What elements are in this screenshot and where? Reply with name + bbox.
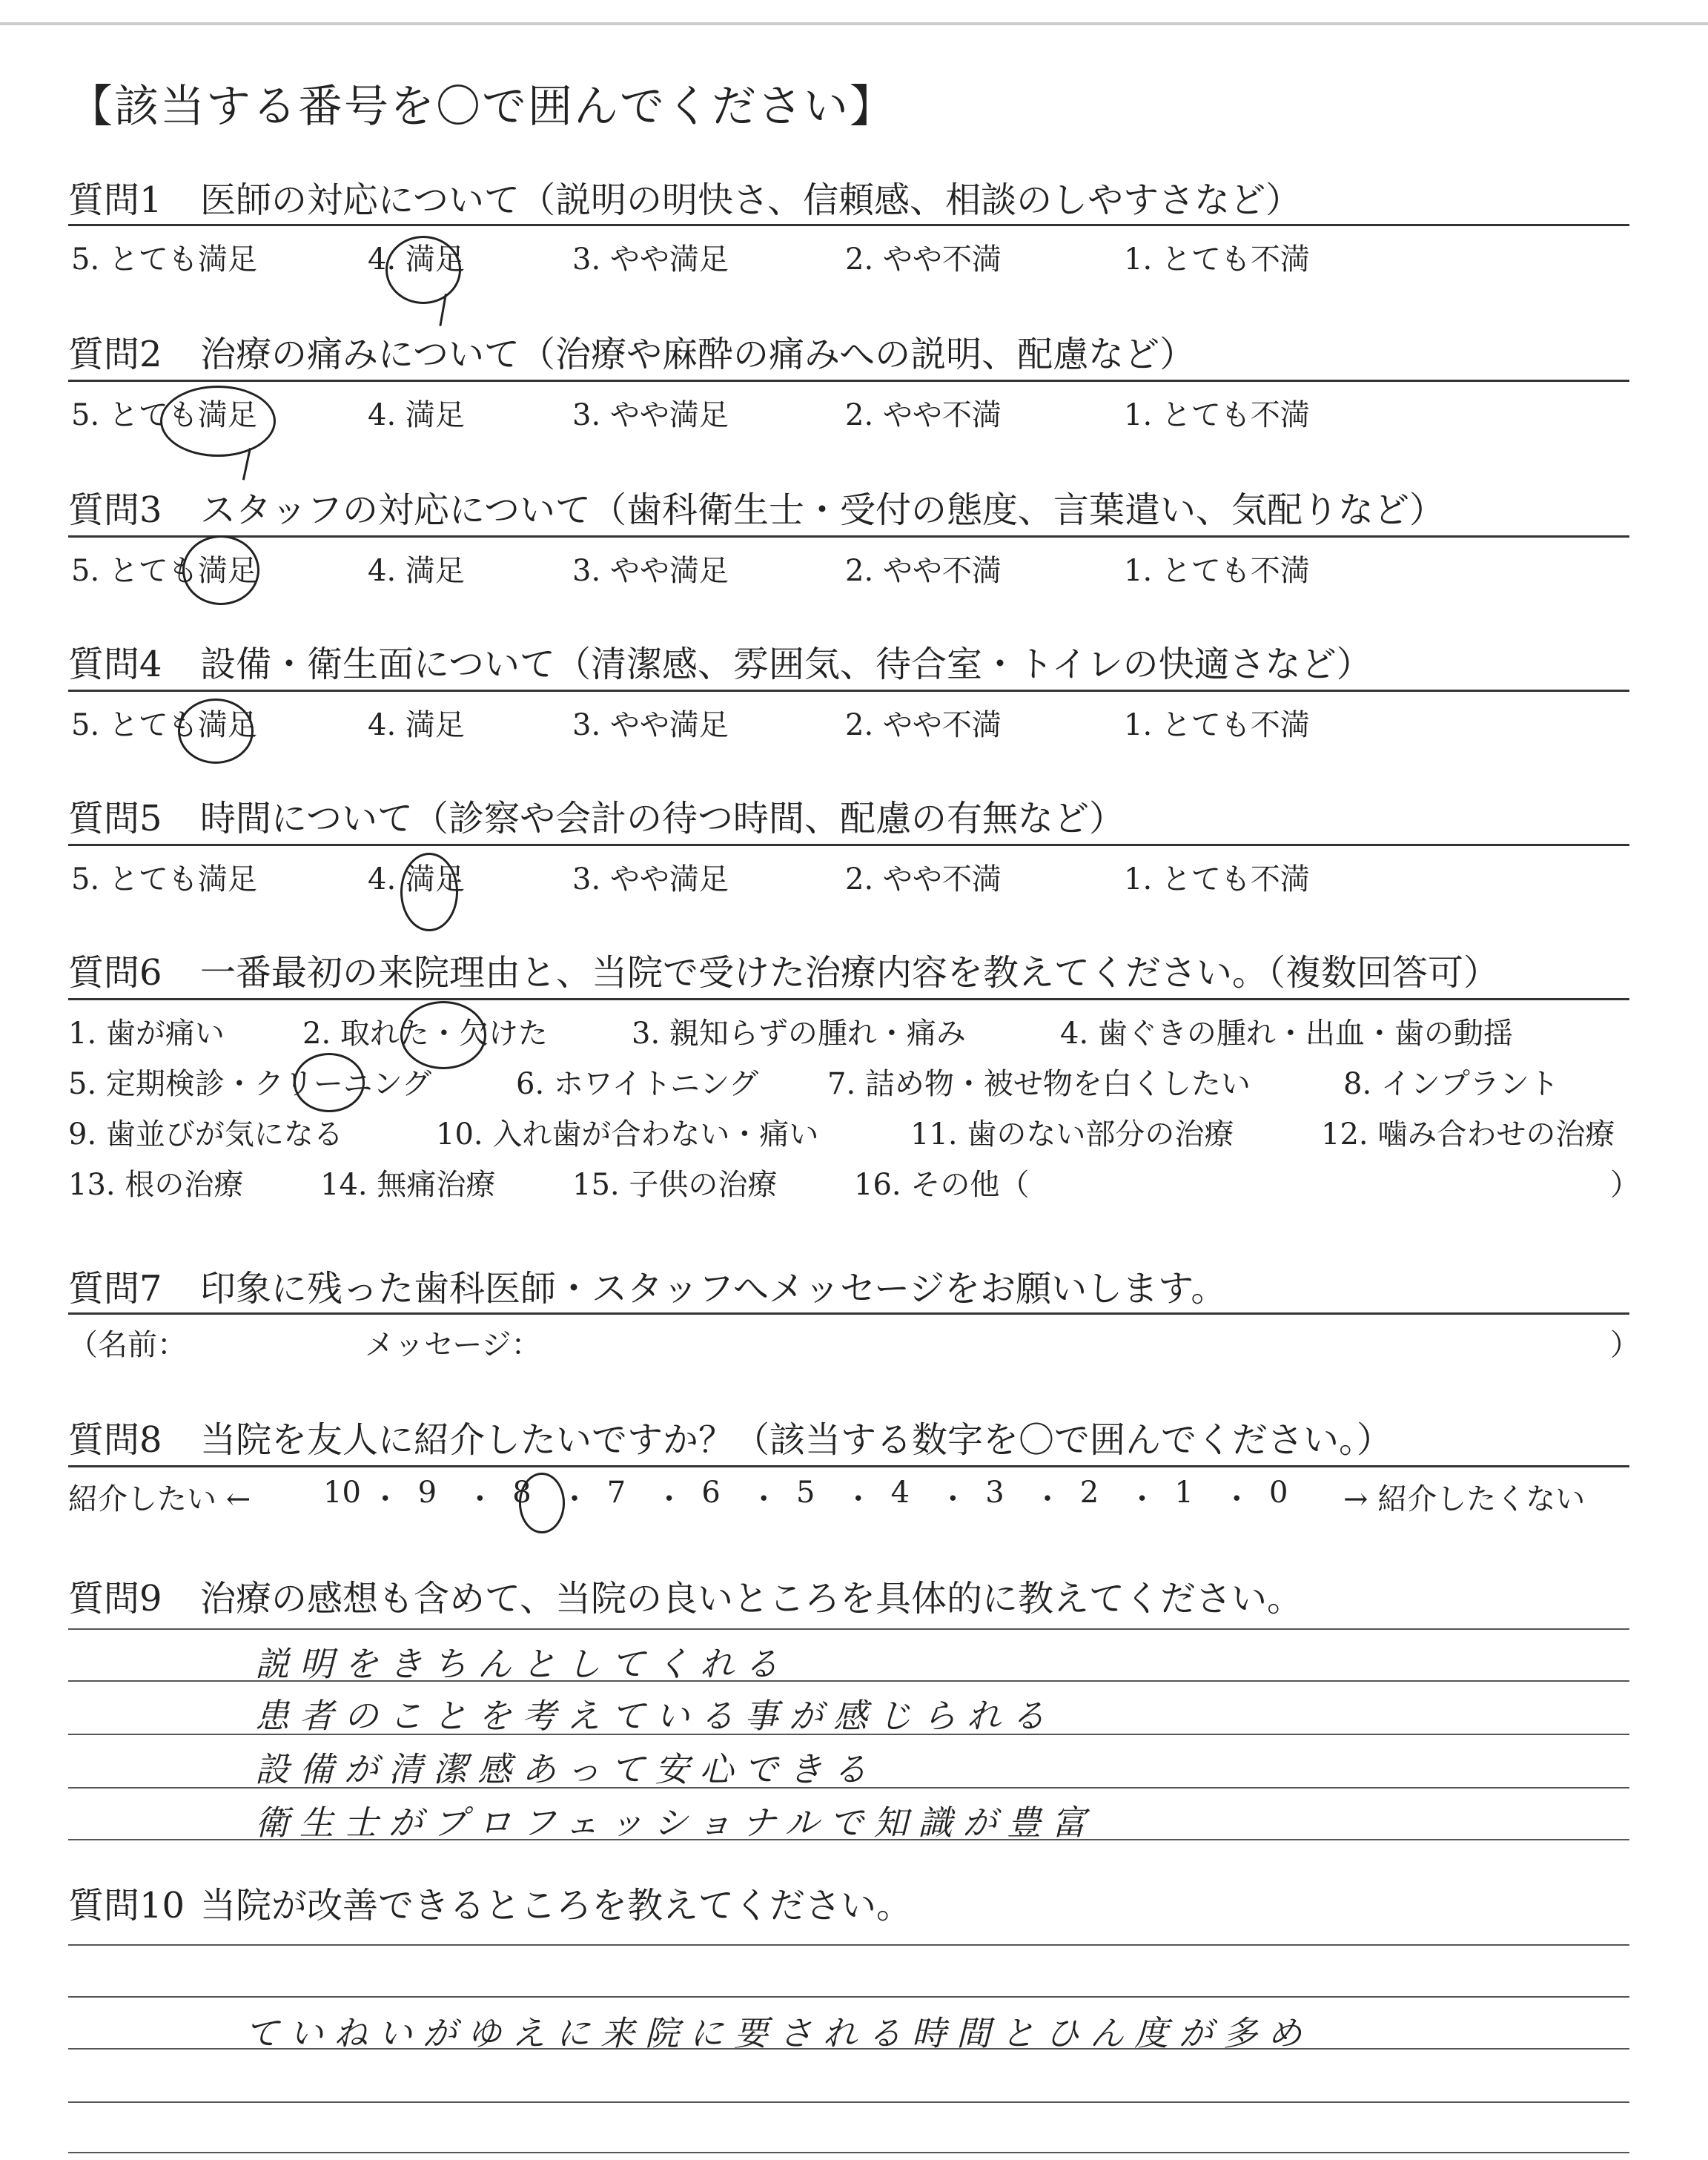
divider	[68, 380, 1629, 382]
treatment-option[interactable]: 16. その他（	[854, 1168, 1030, 1202]
scale-separator: ・	[1033, 1482, 1062, 1516]
option-5[interactable]: 5. とても満足	[71, 708, 257, 742]
scale-value[interactable]: 3	[985, 1476, 1004, 1510]
option-2[interactable]: 2. やや不満	[845, 242, 1002, 277]
option-5[interactable]: 5. とても満足	[71, 862, 257, 896]
question-number: 質問8	[68, 1419, 162, 1461]
question-text: 治療の感想も含めて、当院の良いところを具体的に教えてください。	[200, 1578, 1303, 1619]
scale-separator: ・	[560, 1482, 589, 1516]
scale-value[interactable]: 7	[606, 1476, 626, 1510]
question-number: 質問1	[68, 179, 162, 221]
scale-value[interactable]: 1	[1174, 1476, 1194, 1510]
option-5[interactable]: 5. とても満足	[71, 398, 257, 432]
selection-circle	[178, 698, 254, 764]
question-text: 時間について（診察や会計の待つ時間、配慮の有無など）	[200, 798, 1125, 839]
divider	[68, 1465, 1629, 1467]
question-2	[68, 332, 1629, 377]
option-5[interactable]: 5. とても満足	[71, 242, 257, 277]
name-label: （名前：	[68, 1328, 187, 1362]
treatment-option[interactable]: 1. 歯が痛い	[68, 1017, 225, 1051]
scale-right-label: → 紹介したくない	[1343, 1482, 1586, 1516]
message-label: メッセージ：	[365, 1328, 541, 1362]
handwritten-answer: ていねいがゆえに来院に要される時間とひん度が多め	[245, 2013, 1312, 2053]
question-3	[68, 488, 1629, 532]
option-1[interactable]: 1. とても不満	[1124, 242, 1310, 277]
scale-value[interactable]: 10	[323, 1476, 361, 1510]
answer-line	[68, 2101, 1629, 2103]
option-4[interactable]: 4. 満足	[368, 554, 465, 588]
question-number: 質問6	[68, 952, 162, 994]
handwritten-answer: 説明をきちんとしてくれる	[255, 1644, 789, 1684]
question-number: 質問7	[68, 1268, 162, 1309]
question-text: 一番最初の来院理由と、当院で受けた治療内容を教えてください。（複数回答可）	[200, 952, 1500, 994]
treatment-option[interactable]: 9. 歯並びが気になる	[68, 1117, 343, 1152]
treatment-option[interactable]: 8. インプラント	[1343, 1067, 1559, 1101]
question-text: 印象に残った歯科医師・スタッフへメッセージをお願いします。	[200, 1268, 1227, 1309]
question-number: 質問4	[68, 644, 162, 685]
treatment-option-close: ）	[1610, 1168, 1640, 1202]
answer-line	[68, 1628, 1629, 1630]
divider	[68, 224, 1629, 226]
question-8	[68, 1418, 1629, 1462]
scale-separator: ・	[465, 1482, 495, 1516]
treatment-option[interactable]: 3. 親知らずの腫れ・痛み	[632, 1017, 966, 1051]
question-number: 質問5	[68, 798, 162, 839]
treatment-option[interactable]: 13. 根の治療	[68, 1168, 244, 1202]
option-2[interactable]: 2. やや不満	[845, 554, 1002, 588]
treatment-option[interactable]: 7. 詰め物・被せ物を白くしたい	[827, 1067, 1251, 1101]
option-4[interactable]: 4. 満足	[368, 242, 465, 277]
option-4[interactable]: 4. 満足	[368, 708, 465, 742]
option-1[interactable]: 1. とても不満	[1124, 554, 1310, 588]
question-number: 質問9	[68, 1578, 162, 1619]
scale-separator: ・	[938, 1482, 968, 1516]
option-4[interactable]: 4. 満足	[368, 862, 465, 896]
option-1[interactable]: 1. とても不満	[1124, 862, 1310, 896]
scale-value[interactable]: 4	[890, 1476, 910, 1510]
treatment-option[interactable]: 12. 噛み合わせの治療	[1321, 1117, 1615, 1152]
selection-circle	[400, 853, 458, 931]
question-text: 医師の対応について（説明の明快さ、信頼感、相談のしやすさなど）	[200, 179, 1302, 221]
answer-line	[68, 1944, 1629, 1946]
question-text: 当院を友人に紹介したいですか？（該当する数字を〇で囲んでください。）	[200, 1419, 1393, 1461]
question-text: 設備・衛生面について（清潔感、雰囲気、待合室・トイレの快適さなど）	[200, 644, 1372, 685]
option-3[interactable]: 3. やや満足	[572, 554, 729, 588]
scale-left-label: 紹介したい ←	[68, 1482, 251, 1516]
selection-circle	[182, 535, 259, 605]
divider	[68, 1312, 1629, 1315]
selection-circle	[160, 386, 276, 457]
selection-circle	[294, 1053, 365, 1112]
treatment-option[interactable]: 15. 子供の治療	[572, 1168, 778, 1202]
handwritten-answer: 設備が清潔感あって安心できる	[255, 1749, 878, 1789]
option-5[interactable]: 5. とても満足	[71, 554, 257, 588]
divider	[68, 690, 1629, 692]
option-1[interactable]: 1. とても不満	[1124, 708, 1310, 742]
scale-value[interactable]: 5	[796, 1476, 815, 1510]
option-4[interactable]: 4. 満足	[368, 398, 465, 432]
option-3[interactable]: 3. やや満足	[572, 862, 729, 896]
question-text: 当院が改善できるところを教えてください。	[200, 1885, 913, 1926]
treatment-option[interactable]: 5. 定期検診・クリーニング	[68, 1067, 432, 1101]
scale-value[interactable]: 6	[701, 1476, 721, 1510]
option-3[interactable]: 3. やや満足	[572, 398, 729, 432]
question-5	[68, 796, 1629, 841]
question-number: 質問3	[68, 489, 162, 531]
scale-value[interactable]: 2	[1079, 1476, 1099, 1510]
question-number: 質問2	[68, 334, 162, 375]
question-9	[68, 1576, 1629, 1621]
scale-separator: ・	[1222, 1482, 1252, 1516]
selection-circle	[385, 236, 461, 304]
option-1[interactable]: 1. とても不満	[1124, 398, 1310, 432]
scale-separator: ・	[370, 1482, 400, 1516]
treatment-option[interactable]: 6. ホワイトニング	[516, 1067, 759, 1101]
scale-separator: ・	[1127, 1482, 1157, 1516]
selection-circle	[519, 1473, 565, 1533]
option-3[interactable]: 3. やや満足	[572, 242, 729, 277]
treatment-option[interactable]: 11. 歯のない部分の治療	[910, 1117, 1234, 1152]
question-4	[68, 642, 1629, 687]
scale-separator: ・	[843, 1482, 873, 1516]
scale-separator: ・	[654, 1482, 684, 1516]
divider	[68, 844, 1629, 846]
question-7	[68, 1266, 1629, 1311]
question-text: スタッフの対応について（歯科衛生士・受付の態度、言葉遣い、気配りなど）	[200, 489, 1446, 531]
scale-value[interactable]: 9	[417, 1476, 437, 1510]
option-2[interactable]: 2. やや不満	[845, 708, 1002, 742]
option-2[interactable]: 2. やや不満	[845, 862, 1002, 896]
page-title: 【該当する番号を〇で囲んでください】	[68, 81, 896, 133]
treatment-option[interactable]: 4. 歯ぐきの腫れ・出血・歯の動揺	[1060, 1017, 1513, 1051]
answer-line	[68, 2152, 1629, 2153]
scan-edge	[0, 22, 1708, 25]
divider	[68, 535, 1629, 538]
question-6	[68, 951, 1629, 995]
message-close: ）	[1610, 1328, 1640, 1362]
scale-separator: ・	[749, 1482, 779, 1516]
handwritten-answer: 衛生士がプロフェッショナルで知識が豊富	[255, 1803, 1096, 1843]
scale-value[interactable]: 8	[512, 1476, 532, 1510]
treatment-option[interactable]: 14. 無痛治療	[320, 1168, 496, 1202]
handwritten-answer: 患者のことを考えている事が感じられる	[255, 1696, 1056, 1736]
option-3[interactable]: 3. やや満足	[572, 708, 729, 742]
scale-value[interactable]: 0	[1269, 1476, 1288, 1510]
divider	[68, 998, 1629, 1000]
treatment-option[interactable]: 2. 取れた・欠けた	[302, 1017, 548, 1051]
question-number: 質問10	[68, 1885, 185, 1926]
selection-circle	[400, 1001, 486, 1069]
treatment-option[interactable]: 10. 入れ歯が合わない・痛い	[436, 1117, 819, 1152]
question-text: 治療の痛みについて（治療や麻酔の痛みへの説明、配慮など）	[200, 334, 1196, 375]
question-1	[68, 178, 1629, 222]
answer-line	[68, 1996, 1629, 1998]
question-10	[68, 1883, 1629, 1928]
option-2[interactable]: 2. やや不満	[845, 398, 1002, 432]
